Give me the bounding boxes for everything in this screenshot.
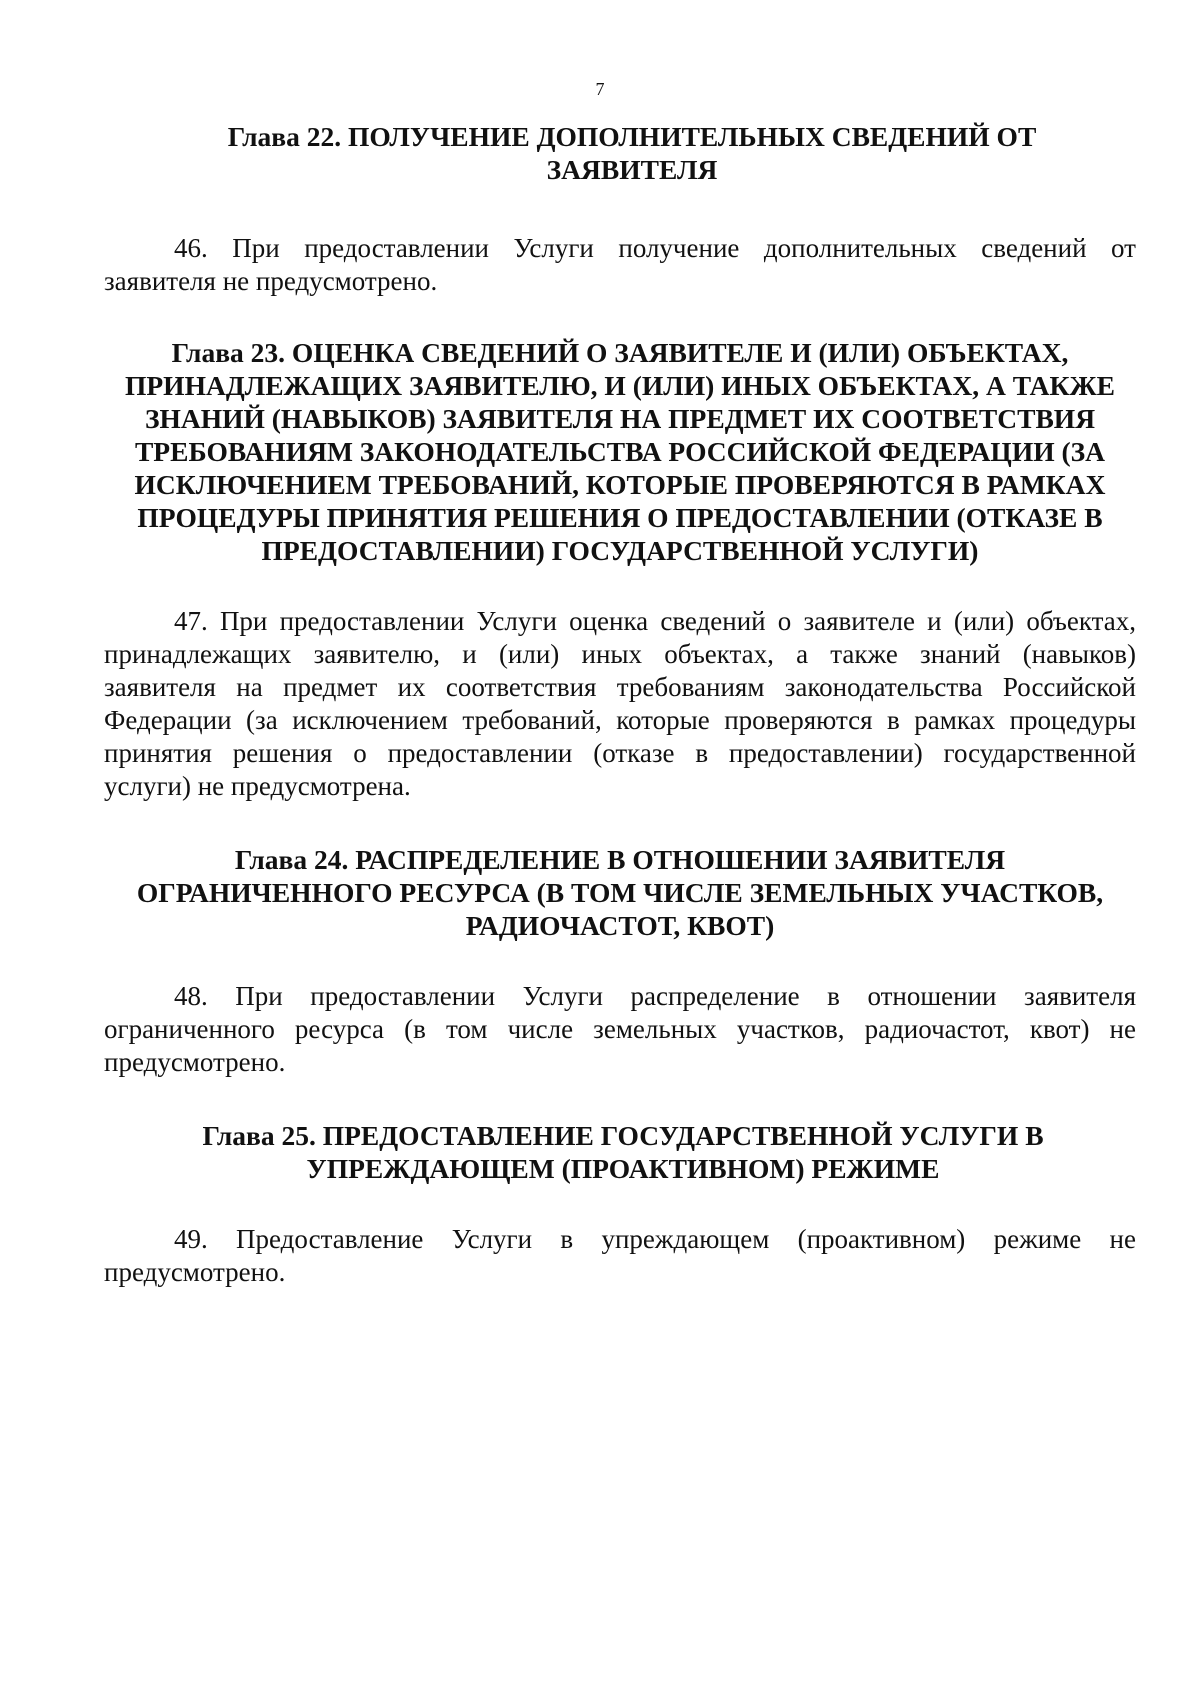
paragraph-line: 48. При предоставлении Услуги распределение в отношении заявителя bbox=[174, 981, 1136, 1011]
heading-line: ТРЕБОВАНИЯМ ЗАКОНОДАТЕЛЬСТВА РОССИЙСКОЙ ФЕДЕРАЦИИ (ЗА bbox=[134, 436, 1106, 467]
heading-line: ПРОЦЕДУРЫ ПРИНЯТИЯ РЕШЕНИЯ О ПРЕДОСТАВЛЕНИИ (ОТКАЗЕ В bbox=[137, 502, 1103, 533]
heading-line: Глава 24. РАСПРЕДЕЛЕНИЕ В ОТНОШЕНИИ ЗАЯВИТЕЛЯ bbox=[234, 844, 1006, 875]
heading-line: УПРЕЖДАЮЩЕМ (ПРОАКТИВНОМ) РЕЖИМЕ bbox=[306, 1153, 940, 1184]
heading-line: ИСКЛЮЧЕНИЕМ ТРЕБОВАНИЙ, КОТОРЫЕ ПРОВЕРЯЮТСЯ В РАМКАХ bbox=[134, 469, 1106, 500]
paragraph-line: предусмотрено. bbox=[104, 1257, 286, 1287]
heading-line: Глава 25. ПРЕДОСТАВЛЕНИЕ ГОСУДАРСТВЕННОЙ УСЛУГИ В bbox=[202, 1120, 1044, 1151]
paragraph-line: принятия решения о предоставлении (отказе в предоставлении) государственной bbox=[104, 738, 1136, 768]
heading-line: Глава 22. ПОЛУЧЕНИЕ ДОПОЛНИТЕЛЬНЫХ СВЕДЕНИЙ ОТ bbox=[227, 121, 1037, 152]
paragraph-49 bbox=[104, 1223, 1136, 1289]
heading-line: ОГРАНИЧЕННОГО РЕСУРСА (В ТОМ ЧИСЛЕ ЗЕМЕЛЬНЫХ УЧАСТКОВ, bbox=[136, 877, 1104, 908]
chapter-23-heading bbox=[104, 336, 1136, 567]
paragraph-line: заявителя на предмет их соответствия требованиям законодательства Российской bbox=[104, 672, 1136, 702]
heading-line: ПРИНАДЛЕЖАЩИХ ЗАЯВИТЕЛЮ, И (ИЛИ) ИНЫХ ОБЪЕКТАХ, А ТАКЖЕ bbox=[124, 370, 1116, 401]
paragraph-47 bbox=[104, 605, 1136, 803]
paragraph-48 bbox=[104, 980, 1136, 1079]
paragraph-line: Федерации (за исключением требований, которые проверяются в рамках процедуры bbox=[104, 705, 1136, 735]
heading-line: ПРЕДОСТАВЛЕНИИ) ГОСУДАРСТВЕННОЙ УСЛУГИ) bbox=[261, 535, 979, 566]
paragraph-line: предусмотрено. bbox=[104, 1047, 286, 1077]
paragraph-line: заявителя не предусмотрено. bbox=[104, 266, 438, 296]
paragraph-line: принадлежащих заявителю, и (или) иных объектах, а также знаний (навыков) bbox=[104, 639, 1136, 669]
heading-line: ЗНАНИЙ (НАВЫКОВ) ЗАЯВИТЕЛЯ НА ПРЕДМЕТ ИХ СООТВЕТСТВИЯ bbox=[144, 403, 1096, 434]
heading-line: ЗАЯВИТЕЛЯ bbox=[546, 154, 718, 185]
paragraph-line: 49. Предоставление Услуги в упреждающем (проактивном) режиме не bbox=[174, 1224, 1136, 1254]
page-content bbox=[104, 120, 1136, 1289]
heading-line: Глава 23. ОЦЕНКА СВЕДЕНИЙ О ЗАЯВИТЕЛЕ И (ИЛИ) ОБЪЕКТАХ, bbox=[171, 337, 1069, 368]
paragraph-line: ограниченного ресурса (в том числе земельных участков, радиочастот, квот) не bbox=[104, 1014, 1136, 1044]
paragraph-line: услуги) не предусмотрена. bbox=[104, 771, 411, 801]
heading-line: РАДИОЧАСТОТ, КВОТ) bbox=[465, 910, 775, 941]
paragraph-line: 47. При предоставлении Услуги оценка сведений о заявителе и (или) объектах, bbox=[174, 606, 1136, 636]
page-number: 7 bbox=[595, 79, 605, 99]
paragraph-46 bbox=[104, 232, 1136, 298]
chapter-24-heading bbox=[104, 843, 1136, 942]
chapter-25-heading bbox=[104, 1119, 1136, 1185]
chapter-22-heading bbox=[104, 120, 1136, 186]
paragraph-line: 46. При предоставлении Услуги получение дополнительных сведений от bbox=[174, 233, 1136, 263]
